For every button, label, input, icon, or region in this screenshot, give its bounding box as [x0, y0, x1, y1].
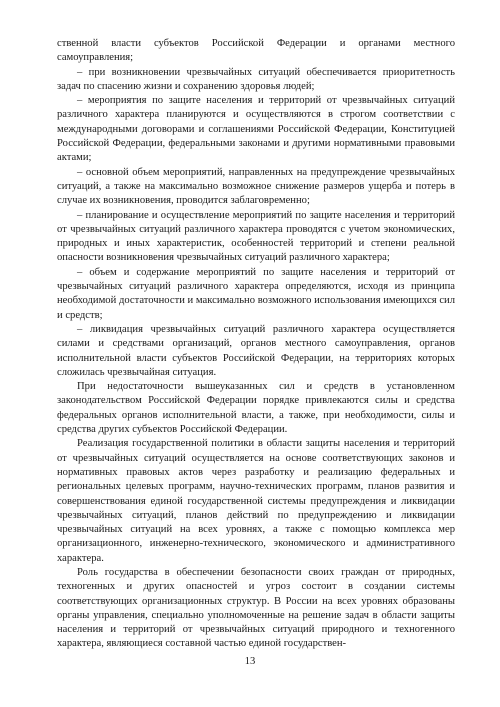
paragraph: При недостаточности вышеуказанных сил и средств в установленном законодательством Российской Федерации порядке привлекаются силы и средства федеральных органов исполнительной власти, а также, при необходимости, силы и средства других субъектов Российской Федерации. — [57, 381, 455, 436]
body-text — [57, 37, 455, 652]
paragraph: Роль государства в обеспечении безопасности своих граждан от природных, техногенных и других опасностей и угроз состоит в создании системы соответствующих организационных структур. В России на всех уровнях образованы органы управления, специально уполномоченные на решение задач в области защиты населения и территорий от чрезвычайных ситуаций природного и техногенного характера, являющиеся составной частью единой государствен- — [57, 566, 455, 650]
paragraph: ственной власти субъектов Российской Федерации и органами местного самоуправления; — [57, 38, 455, 64]
list-item: – ликвидация чрезвычайных ситуаций различного характера осуществляется силами и средствами организаций, органов местного самоуправления, органов исполнительной власти субъектов Российской Федерации, на территориях которых сложилась чрезвычайная ситуация. — [57, 323, 455, 378]
list-item: – объем и содержание мероприятий по защите населения и территорий от чрезвычайных ситуаций различного характера определяются, исходя из принципа необходимой достаточности и максимально возможного использования имеющихся сил и средств; — [57, 266, 455, 321]
list-item: – при возникновении чрезвычайных ситуаций обеспечивается приоритетность задач по спасению жизни и сохранению здоровья людей; — [57, 66, 455, 92]
page-number: 13 — [244, 656, 256, 667]
list-item: – основной объем мероприятий, направленных на предупреждение чрезвычайных ситуаций, а также на максимально возможное снижение размеров ущерба и потерь в случае их возникновения, проводится заблаговременно; — [57, 166, 455, 207]
list-item: – мероприятия по защите населения и территорий от чрезвычайных ситуаций различного характера планируются и осуществляются в строгом соответствии с международными договорами и соглашениями Российской Федерации, Конституцией Российской Федерации, федеральными законами и другими нормативными правовыми актами; — [57, 95, 455, 164]
list-item: – планирование и осуществление мероприятий по защите населения и территорий от чрезвычайных ситуаций различного характера проводятся с учетом экономических, природных и иных характеристик, особенностей территорий и степени реальной опасности возникновения чрезвычайных ситуаций различного характера; — [57, 209, 455, 264]
paragraph: Реализация государственной политики в области защиты населения и территорий от чрезвычайных ситуаций осуществляется на основе соответствующих законов и нормативных правовых актов через разработку и реализацию федеральных и региональных целевых программ, научно-технических программ, планов развития и совершенствования единой государственной системы предупреждения и ликвидации чрезвычайных ситуаций, планов действий по предупреждению и ликвидации чрезвычайных ситуаций на всех уровнях, а также с помощью комплекса мер организационного, инженерно-технического, экономического и административного характера. — [57, 438, 455, 564]
